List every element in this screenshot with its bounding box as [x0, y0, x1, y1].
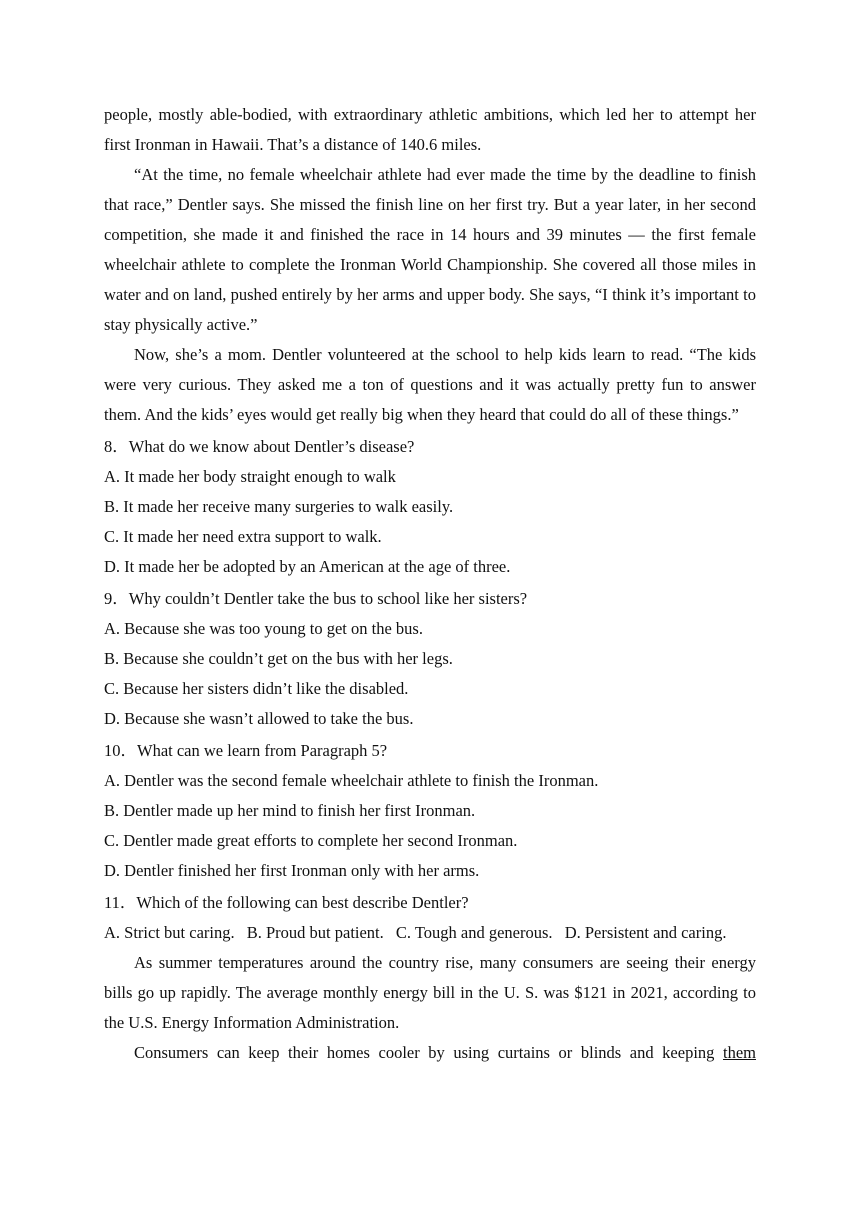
question-stem: 9．Why couldn’t Dentler take the bus to school like her sisters?	[104, 589, 528, 608]
paragraph-text: Consumers can keep their homes cooler by using curtains or blinds and keeping	[134, 1043, 715, 1062]
question-stem: 10．What can we learn from Paragraph 5?	[104, 741, 388, 760]
option-d: D. It made her be adopted by an American at the age of three.	[104, 557, 511, 576]
question-10	[104, 736, 756, 886]
underlined-word: them	[723, 1043, 757, 1062]
paragraph-energy-bills: As summer temperatures around the country rise, many consumers are seeing their energy bills go up rapidly. The average monthly energy bill in the U. S. was $121 in 2021, according to the U.S. Energy Information Administration.	[104, 953, 756, 1032]
option-a: A. It made her body straight enough to walk	[104, 467, 396, 486]
question-stem: 11．Which of the following can best describe Dentler?	[104, 893, 469, 912]
option-c: C. Because her sisters didn’t like the disabled.	[104, 679, 409, 698]
document-page	[104, 100, 756, 1068]
option-b: B. Because she couldn’t get on the bus with her legs.	[104, 649, 453, 668]
paragraph-mom-volunteer: Now, she’s a mom. Dentler volunteered at the school to help kids learn to read. “The kids were very curious. They asked me a ton of questions and it was actually pretty fun to answer them. And the kids’ eyes would get really big when they heard that could do all of these things.”	[104, 345, 756, 424]
paragraph-ironman-race: “At the time, no female wheelchair athlete had ever made the time by the deadline to finish that race,” Dentler says. She missed the finish line on her first try. But a year later, in her second competition, she made it and finished the race in 14 hours and 39 minutes — the first female wheelchair athlete to complete the Ironman World Championship. She covered all those miles in water and on land, pushed entirely by her arms and upper body. She says, “I think it’s important to stay physically active.”	[104, 165, 756, 334]
question-8	[104, 432, 756, 582]
option-a: A. Dentler was the second female wheelchair athlete to finish the Ironman.	[104, 771, 599, 790]
option-c: C. Dentler made great efforts to complete her second Ironman.	[104, 831, 518, 850]
option-d: D. Dentler finished her first Ironman only with her arms.	[104, 861, 480, 880]
question-stem: 8．What do we know about Dentler’s disease?	[104, 437, 415, 456]
options-row	[104, 918, 756, 948]
option-b: B. Proud but patient.	[246, 923, 384, 942]
option-d: D. Persistent and caring.	[564, 923, 727, 942]
question-9	[104, 584, 756, 734]
option-c: C. Tough and generous.	[395, 923, 553, 942]
paragraph-ironman-intro: people, mostly able-bodied, with extraordinary athletic ambitions, which led her to attempt her first Ironman in Hawaii. That’s a distance of 140.6 miles.	[104, 105, 756, 154]
option-c: C. It made her need extra support to walk.	[104, 527, 382, 546]
option-b: B. It made her receive many surgeries to walk easily.	[104, 497, 454, 516]
question-11	[104, 888, 756, 948]
paragraph-keep-cool	[104, 1038, 756, 1068]
option-a: A. Because she was too young to get on the bus.	[104, 619, 423, 638]
option-d: D. Because she wasn’t allowed to take the bus.	[104, 709, 414, 728]
option-a: A. Strict but caring.	[104, 923, 235, 942]
option-b: B. Dentler made up her mind to finish her first Ironman.	[104, 801, 476, 820]
